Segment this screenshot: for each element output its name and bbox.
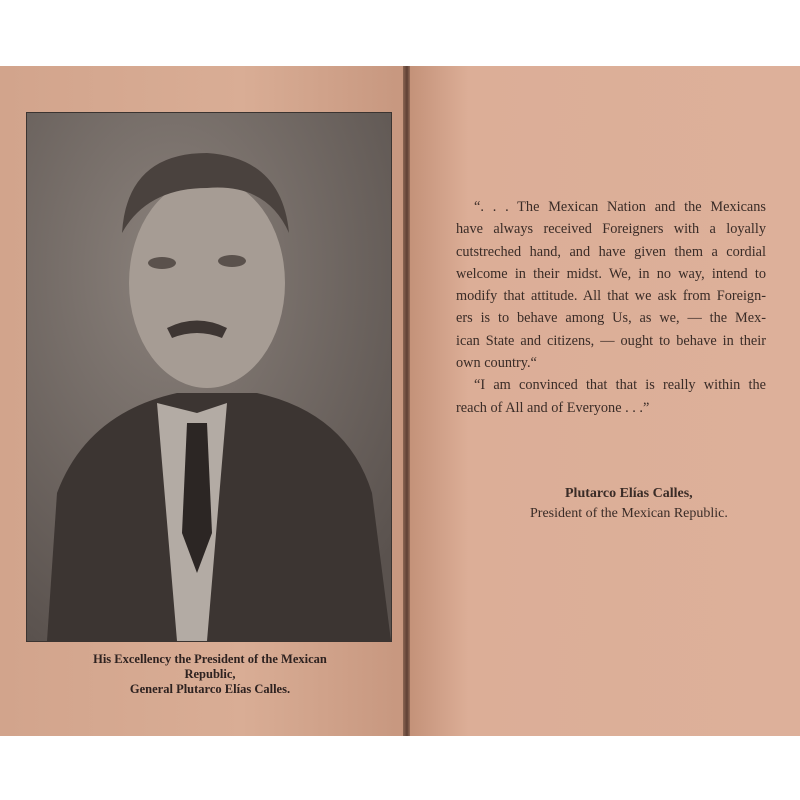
- signature-name: Plutarco Elías Calles,: [565, 486, 693, 501]
- signature-title: President of the Mexican Republic.: [530, 506, 728, 521]
- quote-line: ers is to behave among Us, as we, — the Mex-: [456, 310, 766, 327]
- left-page: [0, 66, 404, 736]
- caption-line: Republic,: [184, 667, 236, 681]
- quote-line: cutstreched hand, and have given them a cordial: [456, 243, 766, 260]
- quote-line: welcome in their midst. We, in no way, intend to: [456, 265, 766, 282]
- quote-line: “I am convinced that that is really within the: [474, 377, 766, 394]
- portrait-photo: [26, 112, 392, 642]
- quote-line: ican State and citizens, — ought to behave in their: [456, 332, 766, 349]
- quote-line: own country.“: [456, 355, 537, 372]
- quote-line: reach of All and of Everyone . . .”: [456, 399, 650, 416]
- signature: [530, 484, 728, 524]
- quote-line: have always received Foreigners with a loyally: [456, 221, 766, 238]
- portrait-caption: [40, 652, 380, 697]
- caption-line: His Excellency the President of the Mexican: [93, 652, 327, 666]
- quote-line: “. . . The Mexican Nation and the Mexicans: [474, 199, 766, 215]
- quote-block: [456, 196, 766, 419]
- caption-line: General Plutarco Elías Calles.: [129, 682, 291, 696]
- quote-line: modify that attitude. All that we ask from Foreign-: [456, 288, 766, 305]
